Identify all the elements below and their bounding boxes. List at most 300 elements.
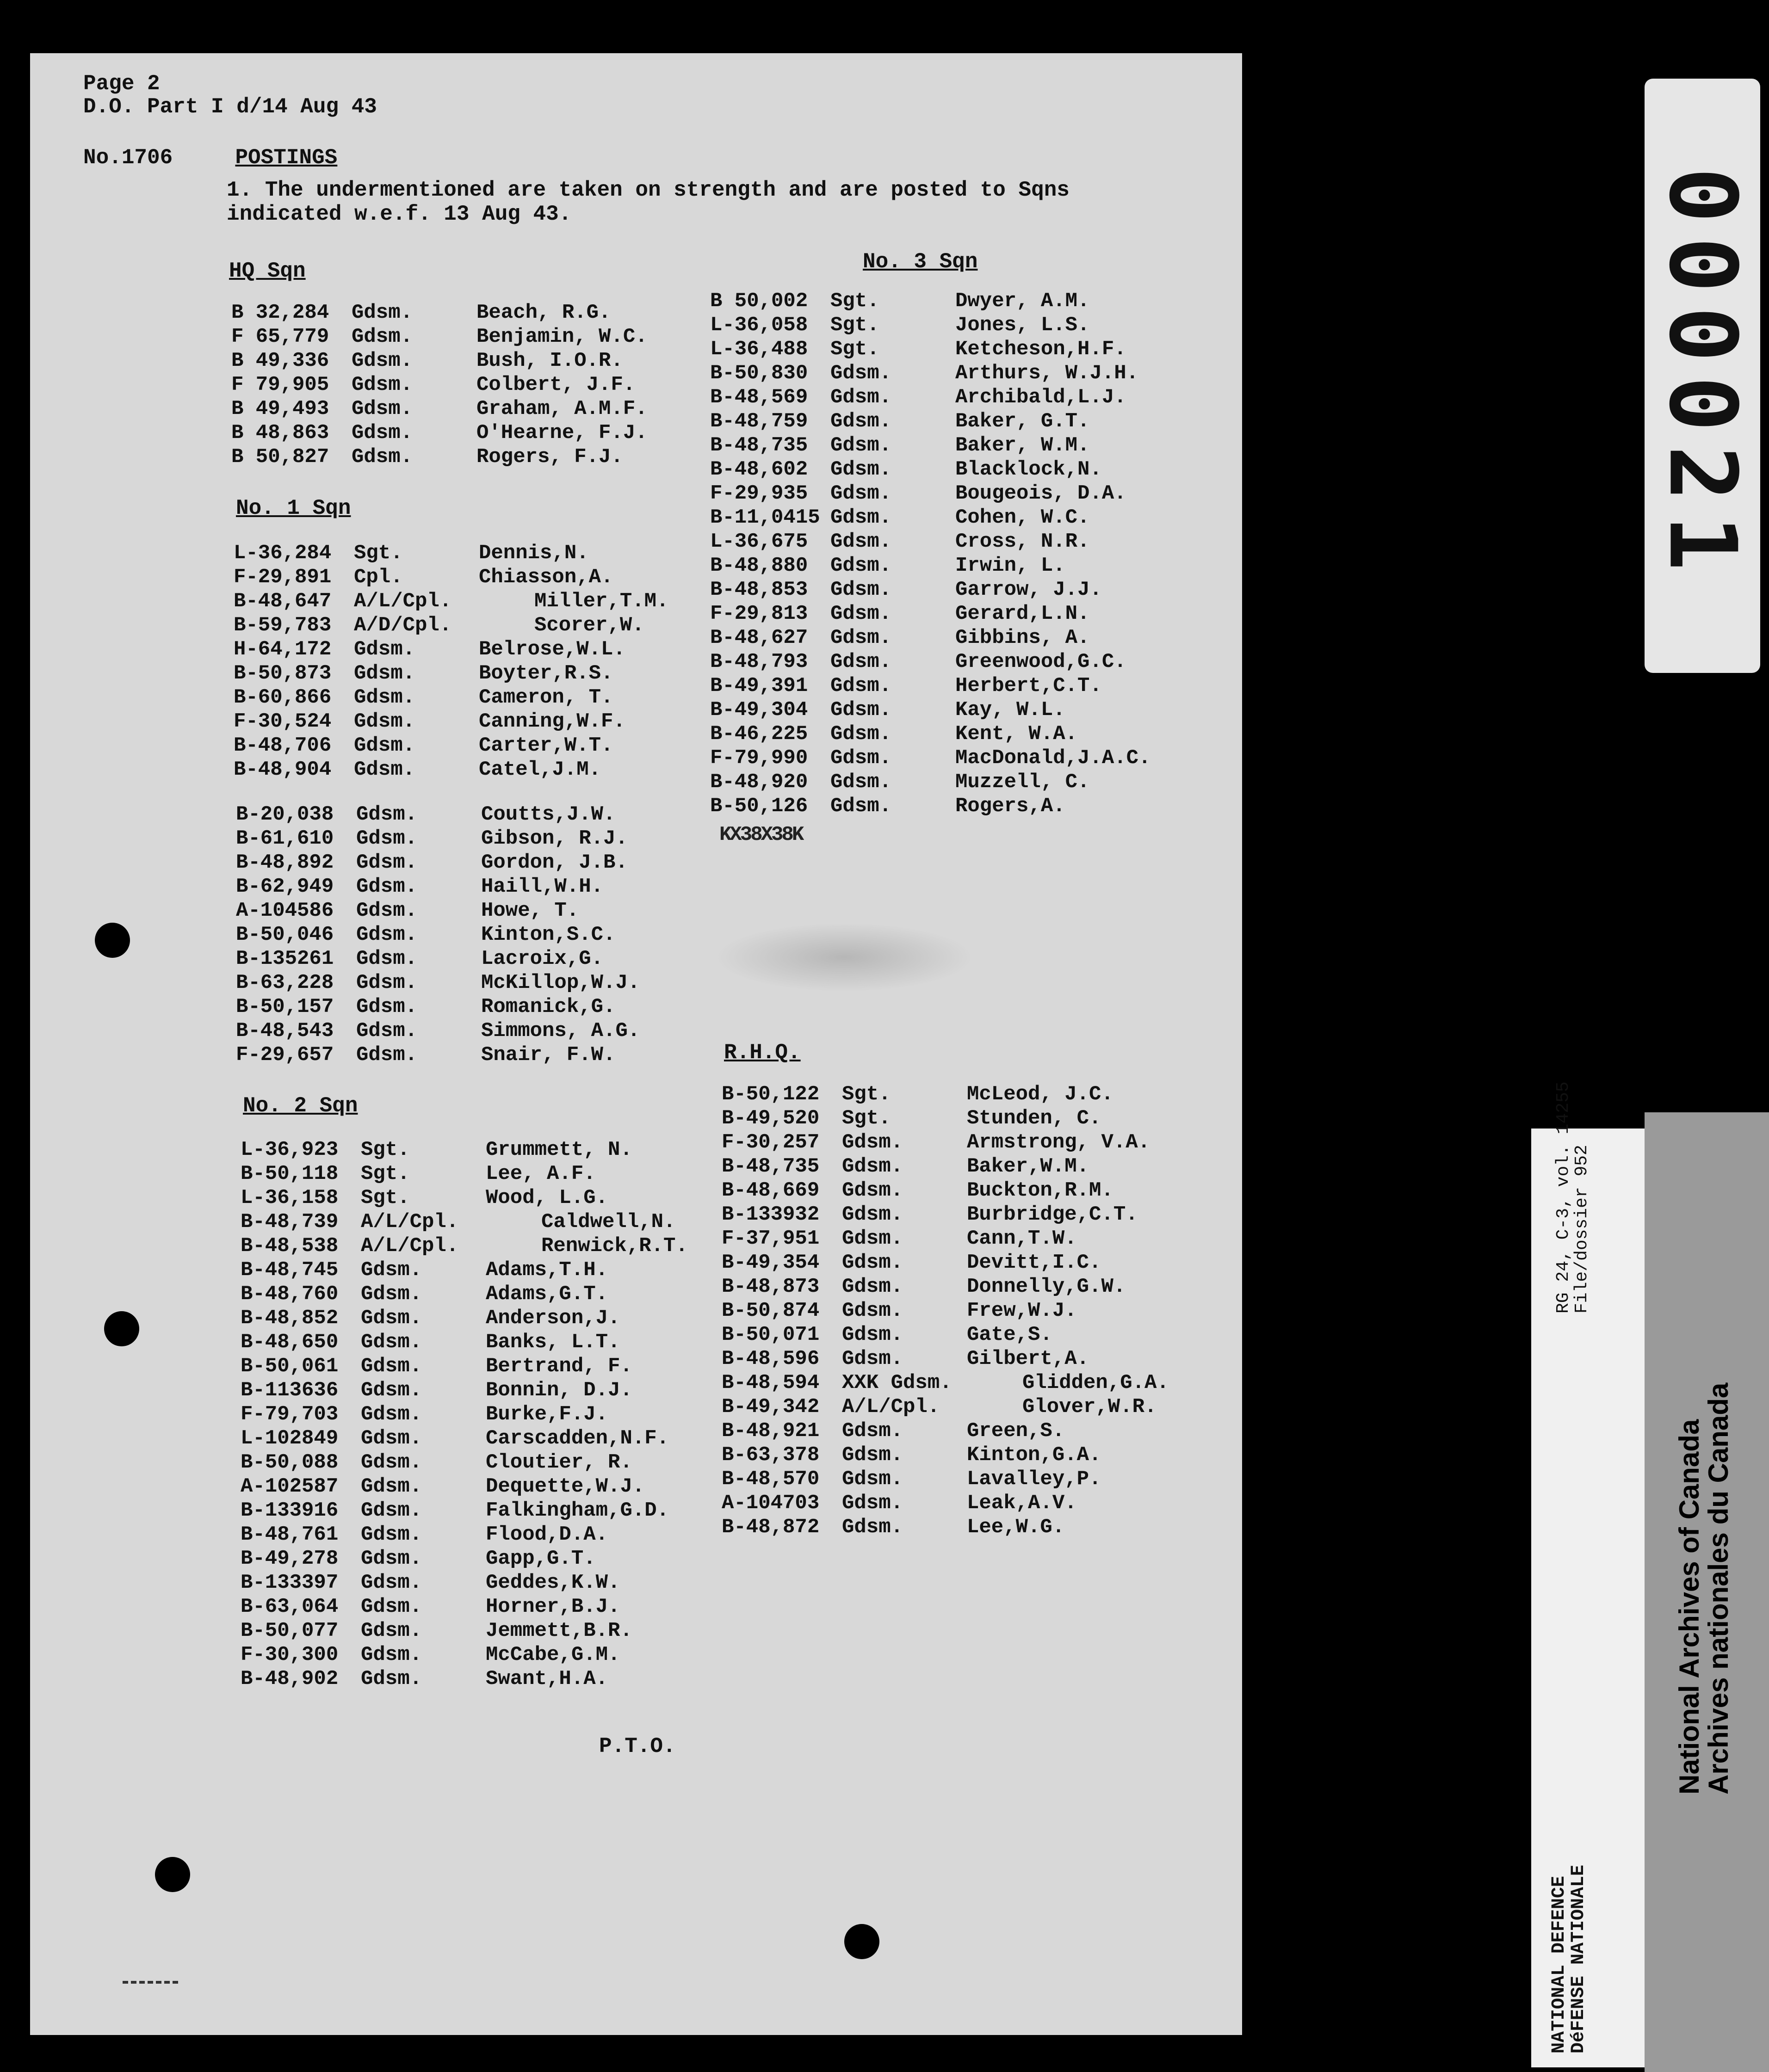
service-number: B-48,669 bbox=[722, 1179, 820, 1202]
service-number: B-48,735 bbox=[710, 434, 808, 457]
roster-entry bbox=[236, 899, 640, 923]
document-page bbox=[30, 53, 1242, 2035]
rank: Gdsm. bbox=[842, 1131, 903, 1154]
roster-entry bbox=[236, 947, 640, 971]
soldier-name: Dwyer, A.M. bbox=[955, 290, 1090, 313]
service-number: B-50,873 bbox=[234, 662, 332, 685]
sqn2-title: No. 2 Sqn bbox=[243, 1094, 358, 1118]
roster-entry bbox=[722, 1178, 1169, 1202]
soldier-name: Cann,T.W. bbox=[967, 1227, 1077, 1250]
service-number: A-104703 bbox=[722, 1492, 820, 1515]
rank: Gdsm. bbox=[830, 771, 892, 794]
service-number: B-49,354 bbox=[722, 1251, 820, 1274]
rank: Gdsm. bbox=[361, 1427, 422, 1450]
rank: Gdsm. bbox=[842, 1251, 903, 1274]
rank: Gdsm. bbox=[354, 758, 415, 781]
rank: Gdsm. bbox=[842, 1492, 903, 1515]
rank: Gdsm. bbox=[842, 1299, 903, 1322]
archives-label bbox=[1675, 1383, 1733, 1794]
rank: Gdsm. bbox=[830, 746, 892, 770]
rhq-title: R.H.Q. bbox=[724, 1041, 801, 1065]
rank: Gdsm. bbox=[361, 1571, 422, 1594]
roster-entry bbox=[236, 971, 640, 995]
service-number: B-49,278 bbox=[241, 1547, 339, 1570]
soldier-name: Geddes,K.W. bbox=[486, 1571, 620, 1594]
soldier-name: Adams,G.T. bbox=[486, 1283, 608, 1306]
roster-entry bbox=[241, 1643, 688, 1667]
roster-entry bbox=[722, 1227, 1169, 1251]
sqn1-title: No. 1 Sqn bbox=[236, 496, 351, 520]
roster-entry bbox=[241, 1498, 688, 1523]
service-number: F-30,300 bbox=[241, 1643, 339, 1666]
order-title: POSTINGS bbox=[235, 146, 338, 170]
soldier-name: Romanick,G. bbox=[481, 995, 616, 1018]
soldier-name: Cloutier, R. bbox=[486, 1451, 632, 1474]
soldier-name: Miller,T.M. bbox=[534, 590, 669, 613]
roster-entry bbox=[241, 1667, 688, 1691]
service-number: B-48,739 bbox=[241, 1210, 339, 1233]
rank: Gdsm. bbox=[830, 722, 892, 746]
service-number: L-36,158 bbox=[241, 1186, 339, 1209]
roster-entry bbox=[241, 1523, 688, 1547]
roster-entry bbox=[241, 1258, 688, 1282]
roster-entry bbox=[722, 1443, 1169, 1467]
soldier-name: Renwick,R.T. bbox=[541, 1234, 688, 1258]
sqn3-list bbox=[710, 289, 1150, 818]
soldier-name: Archibald,L.J. bbox=[955, 386, 1126, 409]
soldier-name: Baker, W.M. bbox=[955, 434, 1090, 457]
service-number: B 32,284 bbox=[231, 301, 329, 324]
rank: Sgt. bbox=[830, 338, 879, 361]
soldier-name: Kinton,S.C. bbox=[481, 923, 616, 946]
roster-entry bbox=[710, 746, 1150, 770]
roster-entry bbox=[710, 409, 1150, 433]
punch-hole bbox=[104, 1311, 139, 1346]
service-number: B-48,706 bbox=[234, 734, 332, 757]
rank: Gdsm. bbox=[352, 445, 413, 469]
rank: Gdsm. bbox=[830, 482, 892, 505]
roster-entry bbox=[241, 1571, 688, 1595]
soldier-name: Anderson,J. bbox=[486, 1307, 620, 1330]
service-number: L-36,488 bbox=[710, 338, 808, 361]
rank: Gdsm. bbox=[352, 349, 413, 372]
roster-entry bbox=[722, 1371, 1169, 1395]
rank: Gdsm. bbox=[830, 650, 892, 673]
order-number: No.1706 bbox=[83, 146, 173, 170]
rank: A/L/Cpl. bbox=[361, 1234, 459, 1258]
service-number: B-49,342 bbox=[722, 1395, 820, 1418]
soldier-name: Belrose,W.L. bbox=[479, 638, 625, 661]
rank: Gdsm. bbox=[842, 1323, 903, 1346]
soldier-name: Gibson, R.J. bbox=[481, 827, 628, 850]
soldier-name: Lavalley,P. bbox=[967, 1468, 1101, 1491]
rank: Gdsm. bbox=[842, 1468, 903, 1491]
service-number: B-133397 bbox=[241, 1571, 339, 1594]
hq-sqn-list bbox=[231, 301, 648, 469]
soldier-name: Chiasson,A. bbox=[479, 566, 613, 589]
roster-entry bbox=[710, 626, 1150, 650]
roster-entry bbox=[236, 1043, 640, 1067]
roster-entry bbox=[722, 1106, 1169, 1130]
rank: Gdsm. bbox=[830, 602, 892, 625]
service-number: B-61,610 bbox=[236, 827, 334, 850]
sqn2-list bbox=[241, 1138, 688, 1691]
roster-entry bbox=[710, 722, 1150, 746]
soldier-name: Herbert,C.T. bbox=[955, 674, 1102, 697]
roster-entry bbox=[236, 1019, 640, 1043]
archives-line-1: National Archives of Canada bbox=[1674, 1419, 1705, 1794]
soldier-name: Greenwood,G.C. bbox=[955, 650, 1126, 673]
rank: Gdsm. bbox=[361, 1643, 422, 1666]
archives-line-2: Archives nationales du Canada bbox=[1703, 1382, 1734, 1794]
roster-entry bbox=[710, 433, 1150, 457]
service-number: B-63,064 bbox=[241, 1595, 339, 1618]
rank: Gdsm. bbox=[352, 397, 413, 420]
rank: Gdsm. bbox=[356, 899, 418, 922]
service-number: F-79,703 bbox=[241, 1403, 339, 1426]
service-number: B-48,759 bbox=[710, 410, 808, 433]
soldier-name: Carter,W.T. bbox=[479, 734, 613, 757]
roster-entry bbox=[722, 1299, 1169, 1323]
service-number: B-50,122 bbox=[722, 1083, 820, 1106]
service-number: A-102587 bbox=[241, 1475, 339, 1498]
roster-entry bbox=[231, 397, 648, 421]
service-number: B-133916 bbox=[241, 1499, 339, 1522]
roster-entry bbox=[710, 602, 1150, 626]
soldier-name: Canning,W.F. bbox=[479, 710, 625, 733]
soldier-name: Glidden,G.A. bbox=[1022, 1371, 1169, 1394]
roster-entry bbox=[710, 794, 1150, 818]
rank: Gdsm. bbox=[352, 325, 413, 348]
rank: Gdsm. bbox=[830, 506, 892, 529]
service-number: B 49,336 bbox=[231, 349, 329, 372]
rank: Gdsm. bbox=[356, 947, 418, 970]
roster-entry bbox=[241, 1186, 688, 1210]
roster-entry bbox=[710, 337, 1150, 361]
rank: Sgt. bbox=[354, 542, 403, 565]
soldier-name: Armstrong, V.A. bbox=[967, 1131, 1150, 1154]
pencil-mark bbox=[123, 1973, 178, 1984]
soldier-name: Grummett, N. bbox=[486, 1138, 632, 1161]
rank: Gdsm. bbox=[354, 710, 415, 733]
rank: Gdsm. bbox=[361, 1258, 422, 1282]
service-number: B-48,873 bbox=[722, 1275, 820, 1298]
service-number: B-48,853 bbox=[710, 578, 808, 601]
service-number: B-48,872 bbox=[722, 1516, 820, 1539]
service-number: F-37,951 bbox=[722, 1227, 820, 1250]
sqn1-list bbox=[234, 541, 668, 782]
roster-entry bbox=[722, 1130, 1169, 1154]
roster-entry bbox=[722, 1515, 1169, 1539]
rhq-list bbox=[722, 1082, 1169, 1539]
soldier-name: Coutts,J.W. bbox=[481, 803, 616, 826]
soldier-name: Cross, N.R. bbox=[955, 530, 1090, 553]
service-number: L-36,284 bbox=[234, 542, 332, 565]
roster-entry bbox=[236, 995, 640, 1019]
soldier-name: Lee, A.F. bbox=[486, 1162, 596, 1185]
rank: Gdsm. bbox=[356, 851, 418, 874]
soldier-name: Falkingham,G.D. bbox=[486, 1499, 669, 1522]
rank: A/L/Cpl. bbox=[842, 1395, 940, 1418]
rank: Gdsm. bbox=[830, 410, 892, 433]
roster-entry bbox=[722, 1202, 1169, 1227]
roster-entry bbox=[231, 325, 648, 349]
roster-entry bbox=[722, 1323, 1169, 1347]
reference-line-1: RG 24, C-3, vol. 14255 bbox=[1553, 1081, 1573, 1314]
service-number: F-79,990 bbox=[710, 746, 808, 770]
service-number: B-50,077 bbox=[241, 1619, 339, 1642]
rank: Gdsm. bbox=[361, 1355, 422, 1378]
roster-entry bbox=[234, 541, 668, 565]
rank: Sgt. bbox=[842, 1107, 891, 1130]
soldier-name: Dennis,N. bbox=[479, 542, 589, 565]
soldier-name: Boyter,R.S. bbox=[479, 662, 613, 685]
soldier-name: Jones, L.S. bbox=[955, 314, 1090, 337]
soldier-name: Gordon, J.B. bbox=[481, 851, 628, 874]
rank: Sgt. bbox=[830, 314, 879, 337]
service-number: B-49,520 bbox=[722, 1107, 820, 1130]
rank: Gdsm. bbox=[361, 1451, 422, 1474]
service-number: F-29,657 bbox=[236, 1043, 334, 1067]
soldier-name: Swant,H.A. bbox=[486, 1667, 608, 1690]
soldier-name: Cohen, W.C. bbox=[955, 506, 1090, 529]
roster-entry bbox=[234, 661, 668, 685]
smudge bbox=[715, 923, 974, 992]
pto-note: P.T.O. bbox=[599, 1734, 676, 1758]
rank: Gdsm. bbox=[356, 995, 418, 1018]
roster-entry bbox=[236, 802, 640, 826]
soldier-name: Graham, A.M.F. bbox=[476, 397, 648, 420]
service-number: B-48,650 bbox=[241, 1331, 339, 1354]
service-number: B-133932 bbox=[722, 1203, 820, 1226]
service-number: A-104586 bbox=[236, 899, 334, 922]
soldier-name: McCabe,G.M. bbox=[486, 1643, 620, 1666]
roster-entry bbox=[234, 685, 668, 709]
rank: Gdsm. bbox=[830, 674, 892, 697]
soldier-name: Wood, L.G. bbox=[486, 1186, 608, 1209]
service-number: B-135261 bbox=[236, 947, 334, 970]
rank: Gdsm. bbox=[830, 386, 892, 409]
soldier-name: Rogers,A. bbox=[955, 795, 1065, 818]
roster-entry bbox=[241, 1162, 688, 1186]
roster-entry bbox=[241, 1378, 688, 1402]
service-number: B 49,493 bbox=[231, 397, 329, 420]
roster-entry bbox=[236, 826, 640, 851]
service-number: F-30,257 bbox=[722, 1131, 820, 1154]
sqn3-title: No. 3 Sqn bbox=[863, 250, 978, 274]
roster-entry bbox=[722, 1275, 1169, 1299]
roster-entry bbox=[241, 1234, 688, 1258]
roster-entry bbox=[241, 1306, 688, 1330]
service-number: B-113636 bbox=[241, 1379, 339, 1402]
roster-entry bbox=[241, 1595, 688, 1619]
soldier-name: Stunden, C. bbox=[967, 1107, 1101, 1130]
service-number: B-11,0415 bbox=[710, 506, 820, 529]
rank: A/L/Cpl. bbox=[361, 1210, 459, 1233]
roster-entry bbox=[710, 554, 1150, 578]
soldier-name: Glover,W.R. bbox=[1022, 1395, 1157, 1418]
soldier-name: Dequette,W.J. bbox=[486, 1475, 645, 1498]
rank: Sgt. bbox=[361, 1138, 410, 1161]
soldier-name: Snair, F.W. bbox=[481, 1043, 616, 1067]
service-number: B-48,569 bbox=[710, 386, 808, 409]
punch-hole bbox=[844, 1924, 879, 1959]
roster-entry bbox=[722, 1347, 1169, 1371]
service-number: B-48,880 bbox=[710, 554, 808, 577]
soldier-name: Green,S. bbox=[967, 1419, 1065, 1443]
rank: Gdsm. bbox=[361, 1475, 422, 1498]
service-number: B-50,061 bbox=[241, 1355, 339, 1378]
soldier-name: Arthurs, W.J.H. bbox=[955, 362, 1139, 385]
rank: Gdsm. bbox=[361, 1523, 422, 1546]
rank: Gdsm. bbox=[352, 301, 413, 324]
roster-entry bbox=[241, 1210, 688, 1234]
roster-entry bbox=[234, 589, 668, 613]
department-label bbox=[1550, 1865, 1589, 2054]
service-number: B-48,904 bbox=[234, 758, 332, 781]
rank: A/D/Cpl. bbox=[354, 614, 452, 637]
rank: Gdsm. bbox=[830, 530, 892, 553]
soldier-name: Gibbins, A. bbox=[955, 626, 1090, 649]
soldier-name: Blacklock,N. bbox=[955, 458, 1102, 481]
soldier-name: Baker, G.T. bbox=[955, 410, 1090, 433]
roster-entry bbox=[241, 1402, 688, 1426]
rank: Gdsm. bbox=[842, 1347, 903, 1370]
soldier-name: Devitt,I.C. bbox=[967, 1251, 1101, 1274]
rank: Sgt. bbox=[361, 1162, 410, 1185]
roster-entry bbox=[710, 770, 1150, 794]
service-number: B-50,874 bbox=[722, 1299, 820, 1322]
service-number: B-48,627 bbox=[710, 626, 808, 649]
soldier-name: Scorer,W. bbox=[534, 614, 644, 637]
rank: Sgt. bbox=[842, 1083, 891, 1106]
soldier-name: McLeod, J.C. bbox=[967, 1083, 1113, 1106]
roster-entry bbox=[710, 481, 1150, 506]
punch-hole bbox=[155, 1857, 190, 1892]
service-number: B-20,038 bbox=[236, 803, 334, 826]
rank: Gdsm. bbox=[356, 1043, 418, 1067]
soldier-name: Carscadden,N.F. bbox=[486, 1427, 669, 1450]
rank: Gdsm. bbox=[830, 578, 892, 601]
service-number: B-48,761 bbox=[241, 1523, 339, 1546]
roster-entry bbox=[241, 1426, 688, 1450]
soldier-name: Gate,S. bbox=[967, 1323, 1052, 1346]
service-number: F-29,813 bbox=[710, 602, 808, 625]
service-number: B-48,596 bbox=[722, 1347, 820, 1370]
roster-entry bbox=[241, 1138, 688, 1162]
hq-sqn-title: HQ Sqn bbox=[229, 259, 306, 283]
service-number: B-48,602 bbox=[710, 458, 808, 481]
service-number: H-64,172 bbox=[234, 638, 332, 661]
rank: Gdsm. bbox=[830, 795, 892, 818]
roster-entry bbox=[241, 1354, 688, 1378]
rank: Gdsm. bbox=[830, 434, 892, 457]
rank: Sgt. bbox=[830, 290, 879, 313]
page-header bbox=[83, 72, 377, 118]
service-number: B-48,735 bbox=[722, 1155, 820, 1178]
roster-entry bbox=[241, 1619, 688, 1643]
frame-number-stamp bbox=[1645, 79, 1760, 673]
roster-entry bbox=[710, 361, 1150, 385]
roster-entry bbox=[241, 1330, 688, 1354]
soldier-name: Lacroix,G. bbox=[481, 947, 604, 970]
roster-entry bbox=[231, 349, 648, 373]
roster-entry bbox=[710, 457, 1150, 481]
rank: Gdsm. bbox=[354, 662, 415, 685]
roster-entry bbox=[722, 1082, 1169, 1106]
rank: Gdsm. bbox=[354, 638, 415, 661]
service-number: B-50,157 bbox=[236, 995, 334, 1018]
service-number: L-102849 bbox=[241, 1427, 339, 1450]
service-number: B-50,046 bbox=[236, 923, 334, 946]
soldier-name: Caldwell,N. bbox=[541, 1210, 676, 1233]
roster-entry bbox=[710, 698, 1150, 722]
rank: A/L/Cpl. bbox=[354, 590, 452, 613]
service-number: B-48,852 bbox=[241, 1307, 339, 1330]
soldier-name: Irwin, L. bbox=[955, 554, 1065, 577]
rank: Gdsm. bbox=[352, 421, 413, 444]
roster-entry bbox=[710, 650, 1150, 674]
service-number: B-60,866 bbox=[234, 686, 332, 709]
roster-entry bbox=[722, 1154, 1169, 1178]
rank: Gdsm. bbox=[356, 827, 418, 850]
rank: Gdsm. bbox=[842, 1179, 903, 1202]
service-number: B-48,760 bbox=[241, 1283, 339, 1306]
punch-hole bbox=[95, 923, 130, 958]
rank: Gdsm. bbox=[830, 554, 892, 577]
soldier-name: Jemmett,B.R. bbox=[486, 1619, 632, 1642]
roster-entry bbox=[231, 301, 648, 325]
rank: Gdsm. bbox=[361, 1595, 422, 1618]
service-number: L-36,675 bbox=[710, 530, 808, 553]
service-number: B-50,830 bbox=[710, 362, 808, 385]
soldier-name: Buckton,R.M. bbox=[967, 1179, 1113, 1202]
roster-entry bbox=[710, 506, 1150, 530]
service-number: B-50,088 bbox=[241, 1451, 339, 1474]
roster-entry bbox=[234, 734, 668, 758]
soldier-name: Flood,D.A. bbox=[486, 1523, 608, 1546]
soldier-name: Gapp,G.T. bbox=[486, 1547, 596, 1570]
rank: Gdsm. bbox=[830, 626, 892, 649]
roster-entry bbox=[722, 1395, 1169, 1419]
service-number: B-63,228 bbox=[236, 971, 334, 994]
service-number: F 65,779 bbox=[231, 325, 329, 348]
soldier-name: Benjamin, W.C. bbox=[476, 325, 648, 348]
rank: Gdsm. bbox=[356, 1019, 418, 1042]
rank: Gdsm. bbox=[830, 362, 892, 385]
soldier-name: Burke,F.J. bbox=[486, 1403, 608, 1426]
service-number: B-48,594 bbox=[722, 1371, 820, 1394]
service-number: F-29,935 bbox=[710, 482, 808, 505]
roster-entry bbox=[231, 373, 648, 397]
roster-entry bbox=[722, 1467, 1169, 1491]
soldier-name: Kent, W.A. bbox=[955, 722, 1078, 746]
soldier-name: Haill,W.H. bbox=[481, 875, 604, 898]
roster-entry bbox=[234, 613, 668, 637]
service-number: B-48,892 bbox=[236, 851, 334, 874]
rank: Gdsm. bbox=[830, 458, 892, 481]
rank: Gdsm. bbox=[842, 1419, 903, 1443]
service-number: B-50,118 bbox=[241, 1162, 339, 1185]
service-number: B-49,391 bbox=[710, 674, 808, 697]
service-number: F-29,891 bbox=[234, 566, 332, 589]
roster-entry bbox=[234, 758, 668, 782]
service-number: B-48,902 bbox=[241, 1667, 339, 1690]
roster-entry bbox=[236, 875, 640, 899]
rank: XXK Gdsm. bbox=[842, 1371, 952, 1394]
rank: Gdsm. bbox=[356, 875, 418, 898]
roster-entry bbox=[241, 1474, 688, 1498]
